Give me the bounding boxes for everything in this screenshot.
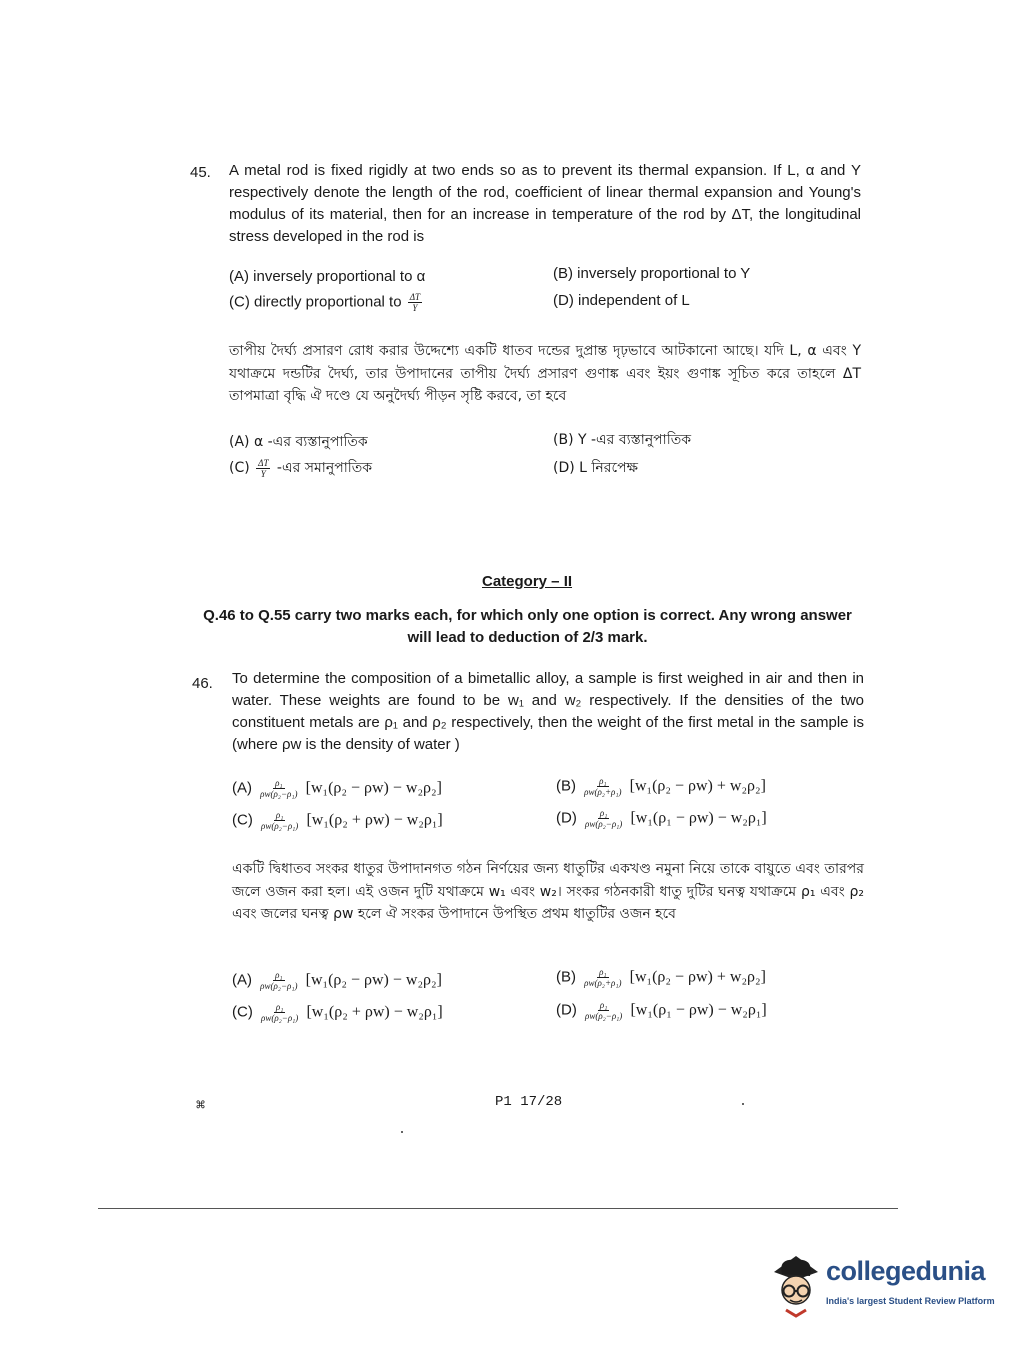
q46-option-a xyxy=(232,778,442,799)
option-fraction xyxy=(258,778,299,799)
fraction-numerator: ΔT xyxy=(258,457,269,468)
fraction-denominator: ρw(ρ₂+ρ₁) xyxy=(584,787,622,797)
logo-tagline: India's largest Student Review Platform xyxy=(826,1296,995,1306)
fraction-numerator: ρ₁ xyxy=(599,776,607,786)
question-45-text: A metal rod is fixed rigidly at two ends so as to prevent its thermal expansion. If L, α and Y respectively denote the length of the rod, coefficient of linear thermal expansion and Young's modulus of its material, then for an increase in temperature of the rod by ΔT, the longitudinal stress developed in the rod is xyxy=(229,162,861,245)
option-label: (A) xyxy=(232,971,252,989)
q46-bengali-option-a xyxy=(232,970,442,991)
fraction-numerator: ρ₁ xyxy=(599,1000,608,1010)
category-instruction: Q.46 to Q.55 carry two marks each, for which only one option is correct. Any wrong answer will lead to deduction of 2/3 mark. xyxy=(203,607,852,646)
question-46-text: To determine the composition of a bimetallic alloy, a sample is first weighed in air and then in water. These weights are found to be w₁ and w₂ respectively. If the densities of the two constituent metals are ρ₁ and ρ₂ respectively, then the weight of the first metal in the sample is (where ρw is the density of water ) xyxy=(232,670,864,753)
fraction-denominator: ρw(ρ₂+ρ₁) xyxy=(584,978,622,988)
option-label: (B) xyxy=(556,968,576,986)
option-expression: [w₁(ρ₂ + ρw) − w₂ρ₁] xyxy=(306,811,443,829)
fraction-denominator: Y xyxy=(412,303,418,313)
option-fraction xyxy=(583,1000,624,1021)
option-fraction xyxy=(583,808,624,829)
option-fraction xyxy=(582,967,623,988)
fraction-numerator: ρ₁ xyxy=(599,808,608,818)
scan-divider-line xyxy=(98,1208,898,1209)
option-label: (C) xyxy=(232,811,253,829)
q46-option-b xyxy=(556,776,766,797)
speck xyxy=(401,1131,403,1133)
question-45-bengali-text: তাপীয় দৈর্ঘ্য প্রসারণ রোধ করার উদ্দেশ্যে একটি ধাতব দন্ডের দুপ্রান্ত দৃঢ়ভাবে আটকানো আছে। যদি L, α এবং Y যথাক্রমে দন্ডটির দৈর্ঘ্য, তার উপাদানের তাপীয় দৈর্ঘ্য প্রসারণ গুণাঙ্ক এবং ইয়ং গুণাঙ্ক সূচিত করে তাহলে ΔT তাপমাত্রা বৃদ্ধি ঐ দণ্ডে যে অনুদৈর্ঘ্য পীড়ন সৃষ্টি করবে, তা হবে xyxy=(229,343,861,404)
q45-bengali-option-b: (B) Y -এর ব্যস্তানুপাতিক xyxy=(553,432,692,448)
option-label: (D) xyxy=(556,1001,577,1019)
option-label: (B) xyxy=(556,777,576,795)
option-label: (D) xyxy=(556,809,577,827)
option-fraction xyxy=(582,776,623,797)
option-expression: [w₁(ρ₂ + ρw) − w₂ρ₁] xyxy=(306,1003,443,1021)
q45-option-c-fraction xyxy=(408,292,422,313)
option-expression: [w₁(ρ₁ − ρw) − w₂ρ₁] xyxy=(630,1001,767,1019)
option-expression: [w₁(ρ₂ − ρw) − w₂ρ₂] xyxy=(305,779,442,797)
fraction-denominator: ρw(ρ₂−ρ₁) xyxy=(261,821,299,831)
question-46-number: 46. xyxy=(192,675,213,692)
q45-bengali-option-c-prefix: (C) xyxy=(229,460,250,476)
option-expression: [w₁(ρ₁ − ρw) − w₂ρ₁] xyxy=(630,809,767,827)
option-label: (A) xyxy=(232,779,252,797)
option-expression: [w₁(ρ₂ − ρw) + w₂ρ₂] xyxy=(629,777,766,795)
fraction-numerator: ΔT xyxy=(409,292,421,302)
option-fraction xyxy=(259,1002,300,1023)
q45-option-c xyxy=(229,292,424,313)
fraction-denominator: ρw(ρ₂−ρ₁) xyxy=(260,981,298,991)
q46-bengali-option-b xyxy=(556,967,766,988)
category-title: Category – II xyxy=(482,573,573,590)
fraction-numerator: ρ₁ xyxy=(275,778,283,788)
option-label: (C) xyxy=(232,1003,253,1021)
q46-bengali-option-d xyxy=(556,1000,767,1021)
fraction-denominator: ρw(ρ₂−ρ₁) xyxy=(585,1011,623,1021)
collegedunia-logo xyxy=(768,1250,998,1320)
fraction-numerator: ρ₁ xyxy=(275,970,283,980)
q45-bengali-option-c-suffix: -এর সমানুপাতিক xyxy=(276,460,373,476)
question-45-number: 45. xyxy=(190,164,211,181)
q45-option-b: (B) inversely proportional to Y xyxy=(553,265,751,282)
q46-bengali-option-c xyxy=(232,1002,443,1023)
q46-option-d xyxy=(556,808,767,829)
mascot-icon xyxy=(768,1250,824,1320)
option-expression: [w₁(ρ₂ − ρw) + w₂ρ₂] xyxy=(629,968,766,986)
footer-page-number: P1 17/28 xyxy=(495,1094,563,1110)
q45-bengali-option-d: (D) L নিরপেক্ষ xyxy=(553,460,638,476)
fraction-denominator: ρw(ρ₂−ρ₁) xyxy=(260,789,298,799)
footer-symbol-icon: ⌘ xyxy=(196,1098,206,1115)
fraction-numerator: ρ₁ xyxy=(275,1002,284,1012)
option-expression: [w₁(ρ₂ − ρw) − w₂ρ₂] xyxy=(305,971,442,989)
logo-name: collegedunia xyxy=(826,1256,986,1286)
fraction-denominator: Y xyxy=(260,468,266,479)
q45-bengali-option-c-fraction xyxy=(256,458,270,479)
q45-bengali-option-a: (A) α -এর ব্যস্তানুপাতিক xyxy=(229,434,368,450)
q45-option-d: (D) independent of L xyxy=(553,292,690,309)
fraction-denominator: ρw(ρ₂−ρ₁) xyxy=(261,1013,299,1023)
question-46-bengali-text: একটি দ্বিধাতব সংকর ধাতুর উপাদানগত গঠন নির্ণয়ের জন্য ধাতুটির একখণ্ড নমুনা নিয়ে তাকে বায়ুতে এবং তারপর জলে ওজন করা হল। এই ওজন দুটি যথাক্রমে w₁ এবং w₂। সংকর গঠনকারী ধাতু দুটির ঘনত্ব যথাক্রমে ρ₁ এবং ρ₂ এবং জলের ঘনত্ব ρw হলে ঐ সংকর উপাদানে উপস্থিত প্রথম ধাতুটির ওজন হবে xyxy=(232,861,864,922)
q45-option-c-prefix: (C) directly proportional to xyxy=(229,293,402,311)
fraction-numerator: ρ₁ xyxy=(275,810,284,820)
option-fraction xyxy=(258,970,299,991)
fraction-numerator: ρ₁ xyxy=(599,967,607,977)
fraction-denominator: ρw(ρ₂−ρ₁) xyxy=(585,819,623,829)
speck xyxy=(742,1103,744,1105)
q46-option-c xyxy=(232,810,443,831)
q45-option-a: (A) inversely proportional to α xyxy=(229,268,426,285)
option-fraction xyxy=(259,810,300,831)
q45-bengali-option-c xyxy=(229,456,372,480)
